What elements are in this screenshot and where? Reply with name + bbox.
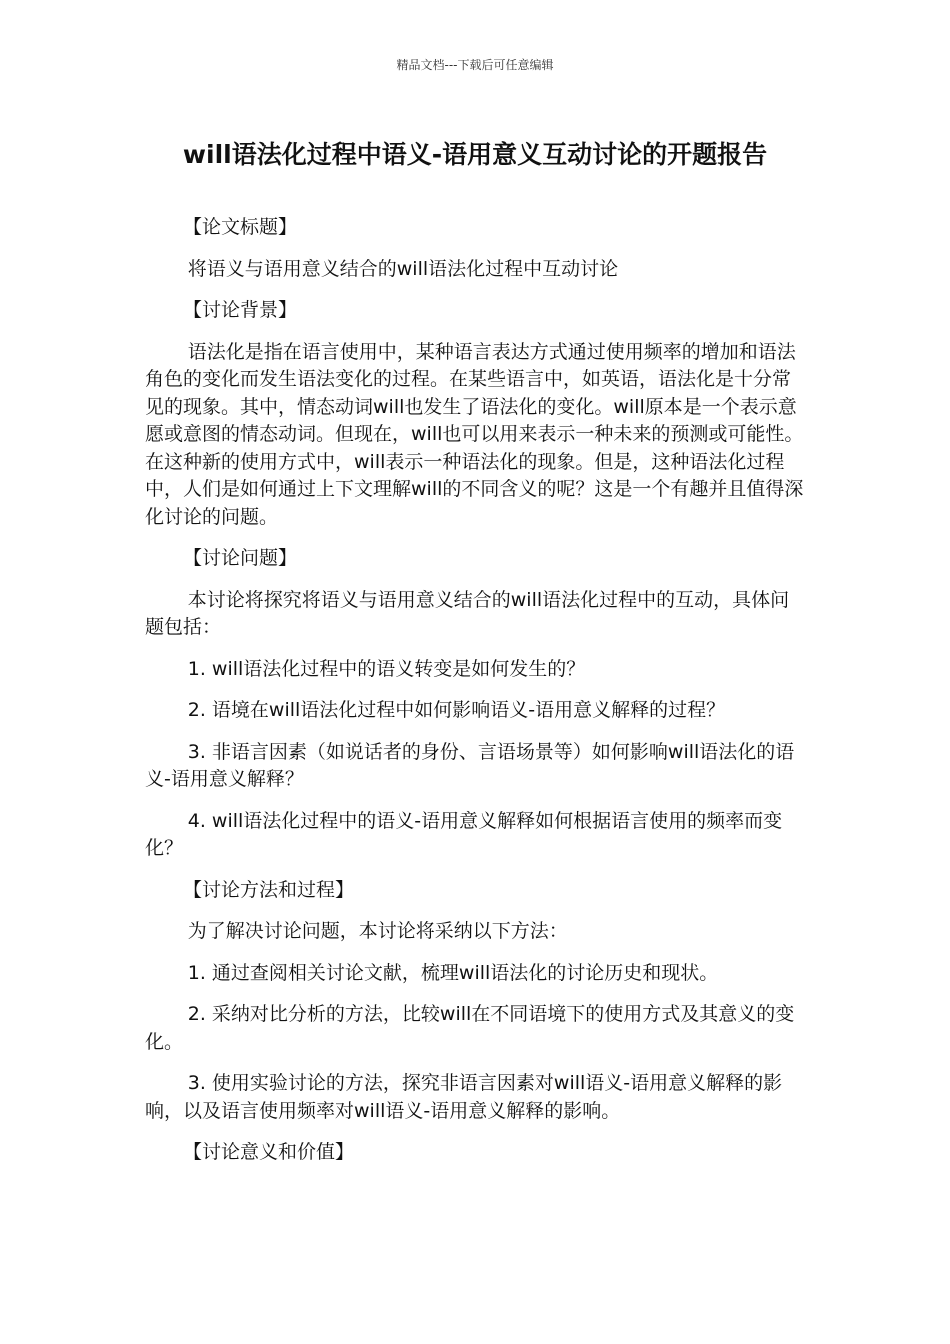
paragraph-methods-intro: 为了解决讨论问题，本讨论将采纳以下方法：: [187, 920, 568, 942]
section-heading-paper-title: 【论文标题】: [183, 216, 298, 238]
section-heading-background: 【讨论背景】: [183, 299, 298, 321]
list-item-method-1: 1. 通过查阅相关讨论文献，梳理will语法化的讨论历史和现状。: [187, 961, 719, 984]
section-heading-methods: 【讨论方法和过程】: [183, 878, 355, 901]
paragraph-background: 语法化是指在语言使用中，某种语言表达方式通过使用频率的增加和语法角色的变化而发生语法变化的过程。在某些语言中，如英语，语法化是十分常见的现象。其中，情态动词will也发生了语法化的变化。will原本是一个表示意愿或意图的情态动词。但现在，will也可以用来表示一种未来的预测或可能性。在这种新的使用方式中，will表示一种语法化的现象。但是，这种语法化过程中，人们是如何通过上下文理解will的不同含义的呢？这是一个有趣并且值得深化讨论的问题。: [145, 340, 804, 528]
list-item-method-2: 2. 采纳对比分析的方法，比较will在不同语境下的使用方式及其意义的变化。: [145, 1003, 795, 1053]
document-title: will语法化过程中语义-语用意义互动讨论的开题报告: [182, 140, 768, 169]
paragraph-questions-intro: 本讨论将探究将语义与语用意义结合的will语法化过程中的互动，具体问题包括：: [145, 588, 790, 638]
list-item-question-2: 2. 语境在will语法化过程中如何影响语义-语用意义解释的过程？: [187, 699, 726, 721]
document-body: [145, 214, 807, 1181]
list-item-method-3: 3. 使用实验讨论的方法，探究非语言因素对will语义-语用意义解释的影响，以及语言使用频率对will语义-语用意义解释的影响。: [145, 1072, 783, 1122]
section-heading-significance: 【讨论意义和价值】: [183, 1141, 355, 1163]
list-item-question-3: 3. 非语言因素（如说话者的身份、言语场景等）如何影响will语法化的语义-语用意义解释？: [145, 740, 795, 790]
page-header: 精品文档---下载后可任意编辑: [396, 58, 554, 72]
section-heading-questions: 【讨论问题】: [183, 547, 298, 569]
list-item-question-1: 1. will语法化过程中的语义转变是如何发生的？: [187, 657, 586, 680]
list-item-question-4: 4. will语法化过程中的语义-语用意义解释如何根据语言使用的频率而变化？: [145, 809, 783, 859]
paragraph-paper-title: 将语义与语用意义结合的will语法化过程中互动讨论: [187, 257, 619, 280]
